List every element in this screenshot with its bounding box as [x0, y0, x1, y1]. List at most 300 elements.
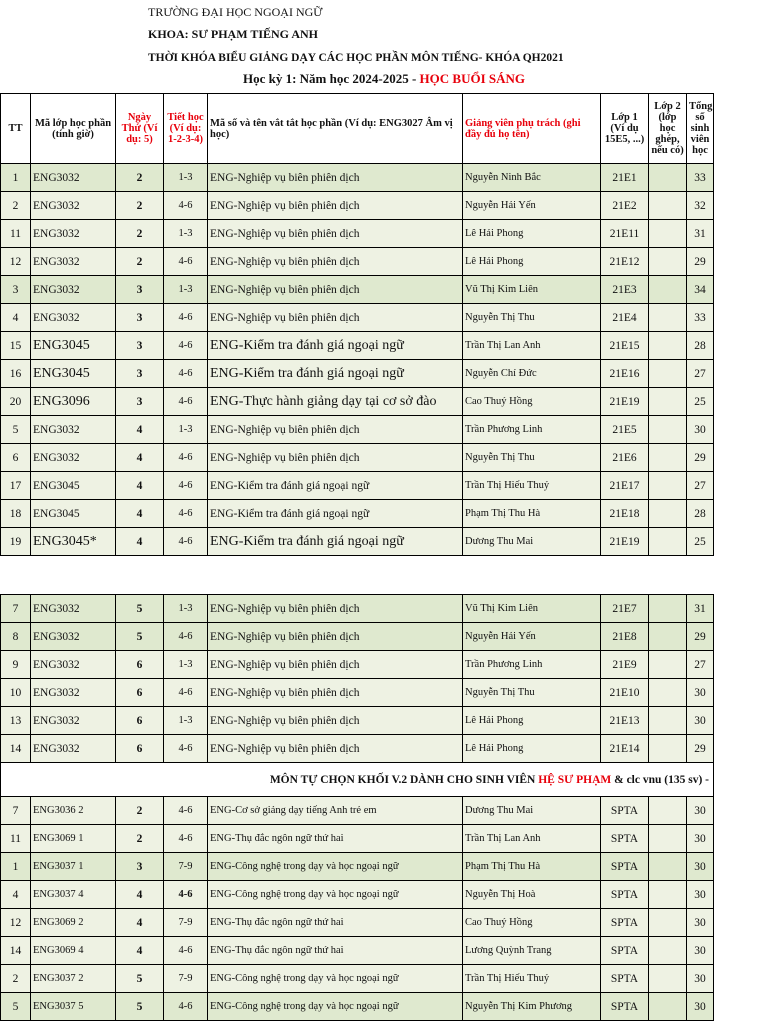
- cell-mon: ENG-Nghiệp vụ biên phiên dịch: [208, 248, 463, 276]
- cell-ngay: 4: [116, 881, 164, 909]
- table-row: [1, 360, 714, 388]
- cell-mon: ENG-Kiểm tra đánh giá ngoại ngữ: [208, 472, 463, 500]
- cell-tt: 2: [1, 965, 31, 993]
- cell-gv: Nguyễn Ninh Bắc: [463, 164, 601, 192]
- cell-lop1: SPTA: [601, 881, 649, 909]
- cell-ngay: 5: [116, 595, 164, 623]
- cell-tiet: 4-6: [164, 500, 208, 528]
- cell-tong: 30: [687, 965, 714, 993]
- cell-lop2: [649, 735, 687, 763]
- cell-lop2: [649, 416, 687, 444]
- cell-tong: 29: [687, 444, 714, 472]
- table-row: [1, 937, 714, 965]
- cell-ngay: 3: [116, 276, 164, 304]
- cell-gv: Trần Phương Linh: [463, 416, 601, 444]
- cell-tiet: 4-6: [164, 623, 208, 651]
- table-row: [1, 220, 714, 248]
- cell-tong: 30: [687, 797, 714, 825]
- cell-tong: 31: [687, 220, 714, 248]
- cell-lop1: 21E16: [601, 360, 649, 388]
- cell-tiet: 1-3: [164, 595, 208, 623]
- cell-tiet: 1-3: [164, 276, 208, 304]
- cell-tong: 25: [687, 388, 714, 416]
- cell-mon: ENG-Kiểm tra đánh giá ngoại ngữ: [208, 360, 463, 388]
- cell-mon: ENG-Nghiệp vụ biên phiên dịch: [208, 735, 463, 763]
- cell-tiet: 4-6: [164, 444, 208, 472]
- cell-tong: 30: [687, 937, 714, 965]
- cell-tiet: 4-6: [164, 528, 208, 556]
- table-row: [1, 595, 714, 623]
- cell-lop1: SPTA: [601, 993, 649, 1021]
- cell-tiet: 4-6: [164, 388, 208, 416]
- cell-lop1: 21E11: [601, 220, 649, 248]
- cell-mon: ENG-Nghiệp vụ biên phiên dịch: [208, 651, 463, 679]
- cell-lop2: [649, 164, 687, 192]
- table-row: [1, 332, 714, 360]
- cell-ma: ENG3032: [31, 304, 116, 332]
- cell-tiet: 4-6: [164, 735, 208, 763]
- cell-mon: ENG-Nghiệp vụ biên phiên dịch: [208, 416, 463, 444]
- cell-ma: ENG3032: [31, 595, 116, 623]
- table-row: [1, 993, 714, 1021]
- cell-gv: Nguyễn Chí Đức: [463, 360, 601, 388]
- session-highlight: HỌC BUỔI SÁNG: [419, 71, 526, 86]
- cell-ngay: 2: [116, 192, 164, 220]
- cell-lop2: [649, 276, 687, 304]
- cell-tong: 25: [687, 528, 714, 556]
- cell-ngay: 3: [116, 360, 164, 388]
- cell-ma: ENG3032: [31, 248, 116, 276]
- cell-tong: 27: [687, 472, 714, 500]
- col-header-lop2: Lớp 2 (lớp học ghép, nếu có): [649, 94, 687, 164]
- cell-lop2: [649, 472, 687, 500]
- cell-tong: 28: [687, 332, 714, 360]
- cell-ngay: 5: [116, 965, 164, 993]
- table-row: [1, 651, 714, 679]
- cell-ngay: 3: [116, 304, 164, 332]
- cell-ngay: 2: [116, 248, 164, 276]
- cell-tong: 30: [687, 909, 714, 937]
- cell-ngay: 5: [116, 623, 164, 651]
- cell-lop2: [649, 528, 687, 556]
- cell-tong: 33: [687, 164, 714, 192]
- cell-lop1: 21E17: [601, 472, 649, 500]
- cell-lop2: [649, 332, 687, 360]
- cell-ngay: 6: [116, 707, 164, 735]
- cell-lop1: SPTA: [601, 825, 649, 853]
- cell-tiet: 4-6: [164, 797, 208, 825]
- cell-tt: 8: [1, 623, 31, 651]
- cell-mon: ENG-Nghiệp vụ biên phiên dịch: [208, 707, 463, 735]
- cell-ma: ENG3032: [31, 735, 116, 763]
- cell-gv: Phạm Thị Thu Hà: [463, 500, 601, 528]
- cell-tong: 27: [687, 651, 714, 679]
- cell-tong: 30: [687, 993, 714, 1021]
- cell-mon: ENG-Thực hành giảng dạy tại cơ sở đào: [208, 388, 463, 416]
- table-row: [1, 416, 714, 444]
- cell-tong: 29: [687, 735, 714, 763]
- table-row: [1, 472, 714, 500]
- table-row: [1, 388, 714, 416]
- table-row: [1, 248, 714, 276]
- cell-gv: Dương Thu Mai: [463, 528, 601, 556]
- cell-lop1: 21E5: [601, 416, 649, 444]
- cell-ma: ENG3045: [31, 500, 116, 528]
- cell-mon: ENG-Nghiệp vụ biên phiên dịch: [208, 623, 463, 651]
- cell-ngay: 4: [116, 909, 164, 937]
- col-header-ngay: Ngày Thứ (Ví dụ: 5): [116, 94, 164, 164]
- cell-lop2: [649, 651, 687, 679]
- schedule-table-top: [0, 93, 714, 556]
- cell-lop1: 21E1: [601, 164, 649, 192]
- cell-gv: Cao Thuý Hồng: [463, 388, 601, 416]
- schedule-table-middle: [0, 594, 714, 1021]
- cell-lop1: 21E18: [601, 500, 649, 528]
- table-row: [1, 276, 714, 304]
- cell-tiet: 1-3: [164, 707, 208, 735]
- cell-tt: 14: [1, 735, 31, 763]
- cell-tt: 19: [1, 528, 31, 556]
- cell-tt: 20: [1, 388, 31, 416]
- cell-ngay: 4: [116, 528, 164, 556]
- cell-mon: ENG-Nghiệp vụ biên phiên dịch: [208, 679, 463, 707]
- cell-lop1: 21E19: [601, 388, 649, 416]
- cell-lop2: [649, 388, 687, 416]
- cell-mon: ENG-Công nghệ trong dạy và học ngoại ngữ: [208, 853, 463, 881]
- cell-lop2: [649, 965, 687, 993]
- cell-ngay: 3: [116, 853, 164, 881]
- cell-ngay: 5: [116, 993, 164, 1021]
- cell-tiet: 7-9: [164, 909, 208, 937]
- cell-gv: Phạm Thị Thu Hà: [463, 853, 601, 881]
- cell-tong: 30: [687, 707, 714, 735]
- cell-mon: ENG-Nghiệp vụ biên phiên dịch: [208, 304, 463, 332]
- cell-ma: ENG3037 1: [31, 853, 116, 881]
- cell-lop1: 21E13: [601, 707, 649, 735]
- cell-mon: ENG-Thụ đắc ngôn ngữ thứ hai: [208, 825, 463, 853]
- cell-lop1: 21E14: [601, 735, 649, 763]
- table-row: [1, 164, 714, 192]
- cell-tong: 29: [687, 623, 714, 651]
- cell-gv: Nguyễn Thị Hoà: [463, 881, 601, 909]
- section-title-suffix: & clc vnu (135 sv) -: [611, 773, 709, 786]
- col-header-tiet: Tiết học (Ví dụ: 1-2-3-4): [164, 94, 208, 164]
- cell-tiet: 4-6: [164, 248, 208, 276]
- cell-lop1: 21E12: [601, 248, 649, 276]
- cell-gv: Dương Thu Mai: [463, 797, 601, 825]
- table-row: [1, 707, 714, 735]
- cell-tt: 3: [1, 276, 31, 304]
- cell-gv: Trần Thị Lan Anh: [463, 825, 601, 853]
- cell-ma: ENG3032: [31, 192, 116, 220]
- col-header-mon: Mã số và tên vắt tắt học phần (Ví dụ: ENG3027 Âm vị học): [208, 94, 463, 164]
- col-header-gv: Giảng viên phụ trách (ghi đầy đủ họ tên): [463, 94, 601, 164]
- cell-tt: 1: [1, 164, 31, 192]
- cell-tong: 27: [687, 360, 714, 388]
- cell-tt: 5: [1, 416, 31, 444]
- cell-ma: ENG3032: [31, 707, 116, 735]
- cell-ngay: 2: [116, 220, 164, 248]
- cell-lop2: [649, 623, 687, 651]
- cell-ngay: 4: [116, 444, 164, 472]
- cell-tt: 11: [1, 825, 31, 853]
- cell-gv: Lê Hải Phong: [463, 707, 601, 735]
- cell-ma: ENG3045: [31, 472, 116, 500]
- cell-gv: Lê Hải Phong: [463, 248, 601, 276]
- table-row: [1, 623, 714, 651]
- cell-lop2: [649, 304, 687, 332]
- cell-tiet: 1-3: [164, 651, 208, 679]
- col-header-ma: Mã lớp học phần (tính giờ): [31, 94, 116, 164]
- cell-gv: Vũ Thị Kim Liên: [463, 595, 601, 623]
- cell-tt: 18: [1, 500, 31, 528]
- table-row: [1, 735, 714, 763]
- cell-ma: ENG3045: [31, 360, 116, 388]
- document-title: THỜI KHÓA BIỂU GIẢNG DẠY CÁC HỌC PHẦN MÔN TIẾNG- KHÓA QH2021: [148, 52, 564, 64]
- cell-gv: Nguyễn Thị Kim Phương: [463, 993, 601, 1021]
- section-title: [1, 763, 714, 797]
- cell-gv: Lương Quỳnh Trang: [463, 937, 601, 965]
- section-title-highlight: HỆ SƯ PHẠM: [538, 773, 612, 786]
- cell-ma: ENG3045*: [31, 528, 116, 556]
- table-row: [1, 853, 714, 881]
- col-header-lop1: Lớp 1 (Ví dụ 15E5, ...): [601, 94, 649, 164]
- cell-mon: ENG-Nghiệp vụ biên phiên dịch: [208, 164, 463, 192]
- cell-tiet: 4-6: [164, 993, 208, 1021]
- cell-ma: ENG3032: [31, 651, 116, 679]
- cell-ma: ENG3037 4: [31, 881, 116, 909]
- cell-ma: ENG3032: [31, 623, 116, 651]
- cell-mon: ENG-Thụ đắc ngôn ngữ thứ hai: [208, 909, 463, 937]
- cell-tiet: 4-6: [164, 360, 208, 388]
- cell-tiet: 4-6: [164, 825, 208, 853]
- cell-mon: ENG-Kiểm tra đánh giá ngoại ngữ: [208, 528, 463, 556]
- cell-tiet: 4-6: [164, 472, 208, 500]
- cell-tt: 12: [1, 248, 31, 276]
- cell-gv: Trần Thị Hiếu Thuỷ: [463, 472, 601, 500]
- cell-gv: Nguyễn Hải Yến: [463, 623, 601, 651]
- cell-tiet: 7-9: [164, 965, 208, 993]
- cell-ma: ENG3096: [31, 388, 116, 416]
- cell-mon: ENG-Kiểm tra đánh giá ngoại ngữ: [208, 500, 463, 528]
- col-header-tong: Tổng số sinh viên học: [687, 94, 714, 164]
- cell-lop2: [649, 825, 687, 853]
- cell-ma: ENG3036 2: [31, 797, 116, 825]
- cell-ngay: 4: [116, 416, 164, 444]
- cell-tt: 17: [1, 472, 31, 500]
- cell-lop2: [649, 679, 687, 707]
- cell-tt: 15: [1, 332, 31, 360]
- cell-tt: 12: [1, 909, 31, 937]
- cell-lop1: SPTA: [601, 937, 649, 965]
- cell-mon: ENG-Nghiệp vụ biên phiên dịch: [208, 276, 463, 304]
- cell-mon: ENG-Cơ sở giảng dạy tiếng Anh trẻ em: [208, 797, 463, 825]
- cell-lop2: [649, 909, 687, 937]
- cell-ma: ENG3032: [31, 220, 116, 248]
- table-row: [1, 304, 714, 332]
- cell-tiet: 4-6: [164, 304, 208, 332]
- cell-ngay: 3: [116, 388, 164, 416]
- cell-tong: 28: [687, 500, 714, 528]
- cell-ngay: 2: [116, 797, 164, 825]
- cell-tt: 5: [1, 993, 31, 1021]
- cell-gv: Nguyễn Thị Thu: [463, 679, 601, 707]
- table-header-row: [1, 94, 714, 164]
- cell-lop1: 21E10: [601, 679, 649, 707]
- cell-mon: ENG-Công nghệ trong dạy và học ngoại ngữ: [208, 965, 463, 993]
- cell-gv: Trần Phương Linh: [463, 651, 601, 679]
- cell-gv: Lê Hải Phong: [463, 735, 601, 763]
- table-row: [1, 881, 714, 909]
- table-row: [1, 528, 714, 556]
- cell-gv: Cao Thuý Hồng: [463, 909, 601, 937]
- cell-tt: 14: [1, 937, 31, 965]
- cell-gv: Lê Hải Phong: [463, 220, 601, 248]
- table-row: [1, 444, 714, 472]
- cell-lop2: [649, 993, 687, 1021]
- cell-lop1: SPTA: [601, 853, 649, 881]
- cell-tt: 10: [1, 679, 31, 707]
- cell-lop2: [649, 853, 687, 881]
- cell-mon: ENG-Nghiệp vụ biên phiên dịch: [208, 192, 463, 220]
- table-row: [1, 192, 714, 220]
- cell-lop2: [649, 937, 687, 965]
- cell-tt: 6: [1, 444, 31, 472]
- cell-tt: 7: [1, 797, 31, 825]
- cell-mon: ENG-Công nghệ trong dạy và học ngoại ngữ: [208, 993, 463, 1021]
- cell-gv: Nguyễn Thị Thu: [463, 304, 601, 332]
- cell-lop2: [649, 192, 687, 220]
- semester-text: Học kỳ 1: Năm học 2024-2025 -: [242, 71, 420, 86]
- cell-ngay: 2: [116, 825, 164, 853]
- cell-tiet: 1-3: [164, 416, 208, 444]
- cell-tiet: 4-6: [164, 192, 208, 220]
- cell-lop1: 21E19: [601, 528, 649, 556]
- cell-lop1: 21E2: [601, 192, 649, 220]
- cell-tiet: 4-6: [164, 332, 208, 360]
- semester-line: [0, 72, 768, 86]
- cell-tt: 16: [1, 360, 31, 388]
- cell-gv: Nguyễn Hải Yến: [463, 192, 601, 220]
- cell-tiet: 4-6: [164, 881, 208, 909]
- cell-mon: ENG-Nghiệp vụ biên phiên dịch: [208, 595, 463, 623]
- cell-tt: 11: [1, 220, 31, 248]
- table-row: [1, 679, 714, 707]
- cell-tt: 9: [1, 651, 31, 679]
- cell-lop2: [649, 595, 687, 623]
- cell-mon: ENG-Nghiệp vụ biên phiên dịch: [208, 444, 463, 472]
- cell-lop1: SPTA: [601, 909, 649, 937]
- cell-lop2: [649, 881, 687, 909]
- cell-tong: 29: [687, 248, 714, 276]
- cell-tong: 32: [687, 192, 714, 220]
- section-title-prefix: MÔN TỰ CHỌN KHỐI V.2 DÀNH CHO SINH VIÊN: [269, 773, 539, 786]
- cell-lop2: [649, 220, 687, 248]
- cell-ma: ENG3032: [31, 164, 116, 192]
- cell-gv: Nguyễn Thị Thu: [463, 444, 601, 472]
- cell-tong: 30: [687, 416, 714, 444]
- cell-lop1: 21E3: [601, 276, 649, 304]
- cell-tiet: 1-3: [164, 220, 208, 248]
- cell-ma: ENG3069 1: [31, 825, 116, 853]
- cell-ngay: 4: [116, 500, 164, 528]
- cell-lop1: 21E6: [601, 444, 649, 472]
- cell-ma: ENG3032: [31, 679, 116, 707]
- table-row: [1, 500, 714, 528]
- table-row: [1, 797, 714, 825]
- cell-ma: ENG3032: [31, 416, 116, 444]
- cell-mon: ENG-Thụ đắc ngôn ngữ thứ hai: [208, 937, 463, 965]
- cell-lop2: [649, 707, 687, 735]
- cell-tiet: 4-6: [164, 937, 208, 965]
- table-row: [1, 909, 714, 937]
- cell-lop2: [649, 500, 687, 528]
- cell-tiet: 1-3: [164, 164, 208, 192]
- cell-ma: ENG3069 4: [31, 937, 116, 965]
- cell-ngay: 6: [116, 735, 164, 763]
- faculty-name: KHOA: SƯ PHẠM TIẾNG ANH: [148, 27, 319, 41]
- cell-lop2: [649, 248, 687, 276]
- cell-ma: ENG3032: [31, 276, 116, 304]
- cell-mon: ENG-Công nghệ trong dạy và học ngoại ngữ: [208, 881, 463, 909]
- cell-tt: 2: [1, 192, 31, 220]
- col-header-tt: TT: [1, 94, 31, 164]
- cell-tt: 4: [1, 304, 31, 332]
- section-title-row: [1, 763, 714, 797]
- cell-tong: 30: [687, 853, 714, 881]
- cell-tt: 13: [1, 707, 31, 735]
- cell-mon: ENG-Kiểm tra đánh giá ngoại ngữ: [208, 332, 463, 360]
- cell-tong: 34: [687, 276, 714, 304]
- university-name: TRƯỜNG ĐẠI HỌC NGOẠI NGỮ: [148, 5, 323, 19]
- cell-tiet: 4-6: [164, 679, 208, 707]
- cell-tong: 31: [687, 595, 714, 623]
- table-row: [1, 825, 714, 853]
- cell-mon: ENG-Nghiệp vụ biên phiên dịch: [208, 220, 463, 248]
- cell-lop2: [649, 797, 687, 825]
- cell-ma: ENG3032: [31, 444, 116, 472]
- cell-ngay: 2: [116, 164, 164, 192]
- cell-ngay: 4: [116, 937, 164, 965]
- cell-lop1: 21E7: [601, 595, 649, 623]
- cell-lop1: SPTA: [601, 965, 649, 993]
- cell-ngay: 6: [116, 651, 164, 679]
- cell-lop2: [649, 444, 687, 472]
- cell-ngay: 4: [116, 472, 164, 500]
- cell-tong: 33: [687, 304, 714, 332]
- cell-tong: 30: [687, 825, 714, 853]
- cell-tt: 4: [1, 881, 31, 909]
- cell-tong: 30: [687, 679, 714, 707]
- cell-lop1: 21E8: [601, 623, 649, 651]
- cell-ma: ENG3045: [31, 332, 116, 360]
- cell-ma: ENG3037 5: [31, 993, 116, 1021]
- cell-ma: ENG3037 2: [31, 965, 116, 993]
- table-row: [1, 965, 714, 993]
- cell-gv: Trần Thị Lan Anh: [463, 332, 601, 360]
- cell-tt: 1: [1, 853, 31, 881]
- cell-gv: Trần Thị Hiếu Thuỷ: [463, 965, 601, 993]
- cell-tiet: 7-9: [164, 853, 208, 881]
- cell-lop1: 21E4: [601, 304, 649, 332]
- cell-gv: Vũ Thị Kim Liên: [463, 276, 601, 304]
- cell-lop1: 21E15: [601, 332, 649, 360]
- cell-lop1: SPTA: [601, 797, 649, 825]
- cell-ngay: 3: [116, 332, 164, 360]
- cell-ma: ENG3069 2: [31, 909, 116, 937]
- cell-tong: 30: [687, 881, 714, 909]
- cell-tt: 7: [1, 595, 31, 623]
